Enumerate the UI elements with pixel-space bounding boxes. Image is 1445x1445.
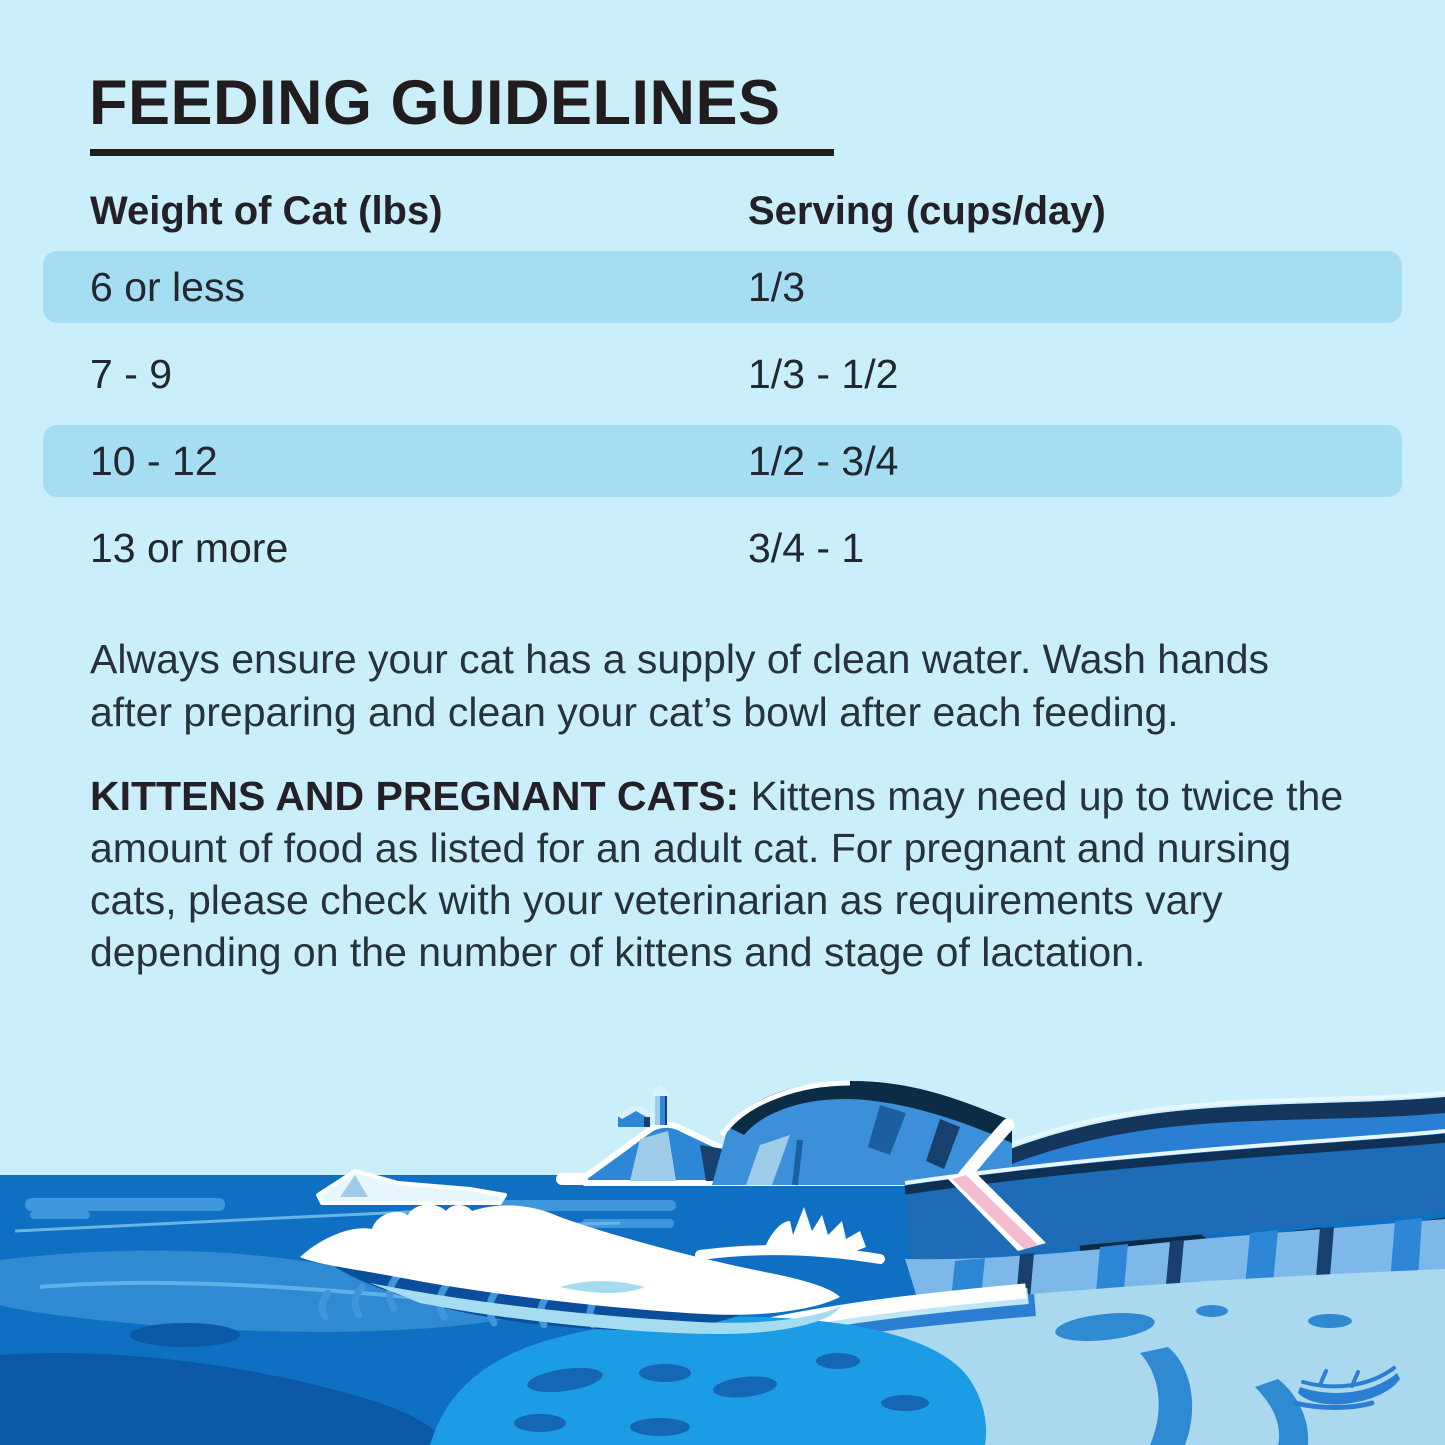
- page-title: FEEDING GUIDELINES: [89, 68, 781, 138]
- water-note: Always ensure your cat has a supply of clean water. Wash hands after preparing and clean your cat’s bowl after each feeding.: [90, 636, 1269, 735]
- cell-weight: 10 - 12: [90, 437, 218, 484]
- table-header-row: [43, 183, 1402, 239]
- cell-weight: 7 - 9: [90, 350, 173, 397]
- cell-serving: 3/4 - 1: [748, 524, 865, 571]
- cell-weight: 6 or less: [90, 263, 245, 310]
- column-header-weight: Weight of Cat (lbs): [90, 188, 443, 233]
- cliff-buildings: [616, 1085, 669, 1127]
- cell-serving: 1/2 - 3/4: [748, 437, 899, 484]
- table-row: [43, 512, 1402, 584]
- feeding-table: [43, 183, 1402, 599]
- kittens-note-label: KITTENS AND PREGNANT CATS:: [90, 773, 740, 819]
- cell-serving: 1/3: [748, 263, 805, 310]
- table-row: [43, 338, 1402, 410]
- kittens-note-text: Kittens may need up to twice the amount of food as listed for an adult cat. For pregnant and nursing cats, please check with your veterinarian as requirements vary depending on the number of kittens and stage of lactation.: [90, 773, 1344, 975]
- column-header-serving: Serving (cups/day): [748, 188, 1106, 233]
- table-row: [43, 251, 1402, 323]
- title-underline: [90, 149, 834, 156]
- kittens-note: [90, 770, 1370, 978]
- coastal-illustration: [0, 1035, 1445, 1445]
- table-row: [43, 425, 1402, 497]
- cell-serving: 1/3 - 1/2: [748, 350, 899, 397]
- cell-weight: 13 or more: [90, 524, 289, 571]
